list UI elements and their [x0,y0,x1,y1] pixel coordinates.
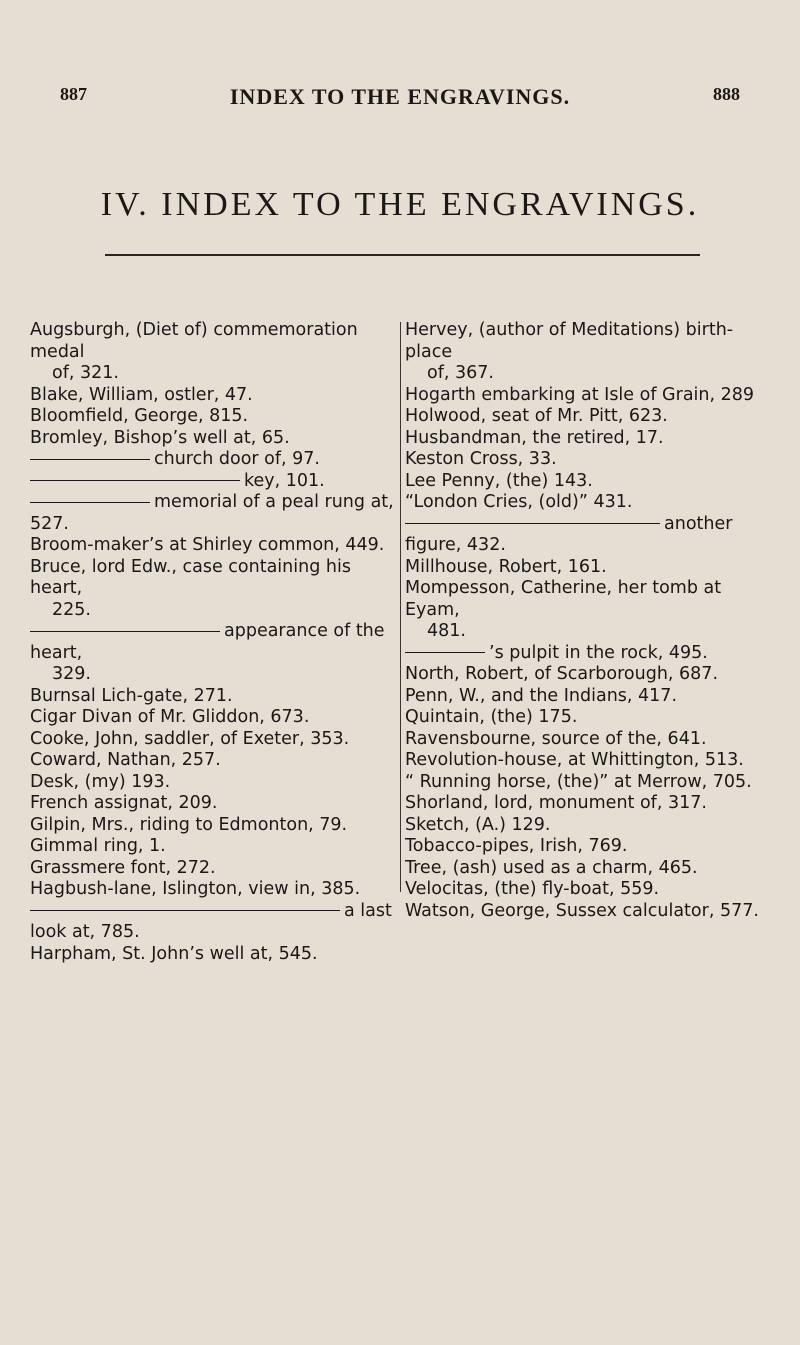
left-page-number: 887 [60,84,87,104]
index-entry-text: Burnsal Lich-gate, 271. [30,685,233,706]
index-entry [30,600,400,622]
index-entry [405,578,775,621]
index-entry [405,557,775,579]
index-entry-text: Keston Cross, 33. [405,449,557,469]
index-entry-text: Grassmere font, 272. [30,857,216,878]
index-entry [30,385,400,407]
index-entry-text: Hervey, (author of Meditations) birth-place [405,320,734,362]
index-entry [405,815,775,837]
left-column [30,320,400,965]
index-entry [30,879,400,901]
index-entry [30,664,400,686]
index-entry [405,901,775,923]
index-entry [405,621,775,643]
index-entry [405,729,775,751]
right-column [405,320,775,922]
ditto-dash [30,910,340,911]
index-entry-text: Coward, Nathan, 257. [30,750,221,770]
index-entry [30,858,400,880]
index-entry-text: Tobacco-pipes, Irish, 769. [405,836,628,856]
index-entry-text: “London Cries, (old)” 431. [405,492,633,512]
index-entry [405,363,775,385]
index-entry [30,707,400,729]
index-entry-text: Sketch, (A.) 129. [405,814,551,835]
index-entry-text: Shorland, lord, monument of, 317. [405,793,707,813]
ditto-dash [30,480,240,481]
index-entry-text: Cooke, John, saddler, of Exeter, 353. [30,728,350,749]
index-entry [405,772,775,794]
index-entry-text: Revolution-house, at Whittington, 513. [405,750,744,770]
index-entry [30,535,400,557]
index-entry-text: Gimmal ring, 1. [30,836,166,856]
index-entry [405,858,775,880]
running-head-title: INDEX TO THE ENGRAVINGS. [229,84,571,109]
index-entry [405,406,775,428]
index-entry-text: of, 367. [427,363,494,383]
index-entry-text: another figure, 432. [405,513,733,555]
index-entry [405,385,775,407]
index-entry [405,707,775,729]
index-entry-text: Tree, (ash) used as a charm, 465. [405,857,698,878]
index-entry-text: Watson, George, Sussex calculator, 577. [405,900,759,921]
index-entry-text: Quintain, (the) 175. [405,707,578,727]
index-entry-text: Penn, W., and the Indians, 417. [405,685,678,706]
index-entry [30,428,400,450]
index-entry [405,492,775,514]
index-entry [30,406,400,428]
index-entry-text: Bruce, lord Edw., case containing his heart, [30,556,351,598]
index-entry [30,944,400,966]
index-entry-text: a last look at, 785. [30,900,392,942]
index-entry-text: Hagbush-lane, Islington, view in, 385. [30,879,361,899]
index-entry-text: Millhouse, Robert, 161. [405,556,607,577]
index-entry [30,815,400,837]
right-page-number: 888 [713,84,740,104]
index-entry-text: of, 321. [52,363,119,383]
index-entry-text: Harpham, St. John’s well at, 545. [30,943,318,964]
index-entry [405,664,775,686]
index-entry [405,643,775,665]
index-entry-text: Hogarth embarking at Isle of Grain, 289 [405,384,755,405]
index-entry [405,686,775,708]
index-entry [30,772,400,794]
index-entry-text: Broom-maker’s at Shirley common, 449. [30,535,385,555]
page-title: IV. INDEX TO THE ENGRAVINGS. [100,186,700,223]
title-rule [105,254,700,256]
index-entry [30,363,400,385]
index-entry [30,793,400,815]
index-entry [405,793,775,815]
index-entry-text: Holwood, seat of Mr. Pitt, 623. [405,406,668,426]
index-entry [405,449,775,471]
index-entry-text: Blake, William, ostler, 47. [30,384,253,405]
ditto-dash [30,631,220,632]
index-entry [405,836,775,858]
ditto-dash [30,502,150,503]
index-entry-text: 481. [427,621,466,641]
index-entry-text: Lee Penny, (the) 143. [405,470,593,491]
index-entry [30,557,400,600]
index-entry-text: key, 101. [244,470,325,491]
index-entry [405,471,775,493]
index-entry-text: Bromley, Bishop’s well at, 65. [30,427,290,448]
index-entry-text: Husbandman, the retired, 17. [405,427,664,448]
column-divider [400,322,401,892]
ditto-dash [405,523,660,524]
index-entry [30,729,400,751]
index-entry [30,320,400,363]
index-entry-text: French assignat, 209. [30,793,218,813]
index-entry [30,901,400,944]
index-entry [405,514,775,557]
index-entry [30,686,400,708]
index-entry-text: “ Running horse, (the)” at Merrow, 705. [405,771,752,792]
index-entry [30,449,400,471]
ditto-dash [405,652,485,653]
index-entry-text: appearance of the heart, [30,621,385,663]
index-entry-text: Augsburgh, (Diet of) commemoration medal [30,320,358,362]
index-entry [405,428,775,450]
index-entry [30,471,400,493]
index-entry-text: memorial of a peal rung at, 527. [30,492,394,534]
ditto-dash [30,459,150,460]
index-entry-text: Velocitas, (the) fly-boat, 559. [405,879,660,899]
index-entry [30,750,400,772]
running-head [0,84,800,108]
index-entry [405,750,775,772]
index-entry-text: Cigar Divan of Mr. Gliddon, 673. [30,707,310,727]
index-entry [405,879,775,901]
index-entry [30,836,400,858]
index-entry [30,492,400,535]
index-entry-text: Gilpin, Mrs., riding to Edmonton, 79. [30,814,348,835]
index-entry [405,320,775,363]
index-entry-text: 225. [52,599,91,620]
index-entry-text: church door of, 97. [154,449,320,469]
index-entry-text: Bloomfield, George, 815. [30,406,249,426]
index-entry-text: Mompesson, Catherine, her tomb at Eyam, [405,578,722,620]
index-entry-text: Ravensbourne, source of the, 641. [405,728,707,749]
index-entry-text: ’s pulpit in the rock, 495. [489,642,708,663]
index-entry-text: 329. [52,664,91,684]
index-entry-text: Desk, (my) 193. [30,771,171,792]
index-entry [30,621,400,664]
index-entry-text: North, Robert, of Scarborough, 687. [405,664,719,684]
